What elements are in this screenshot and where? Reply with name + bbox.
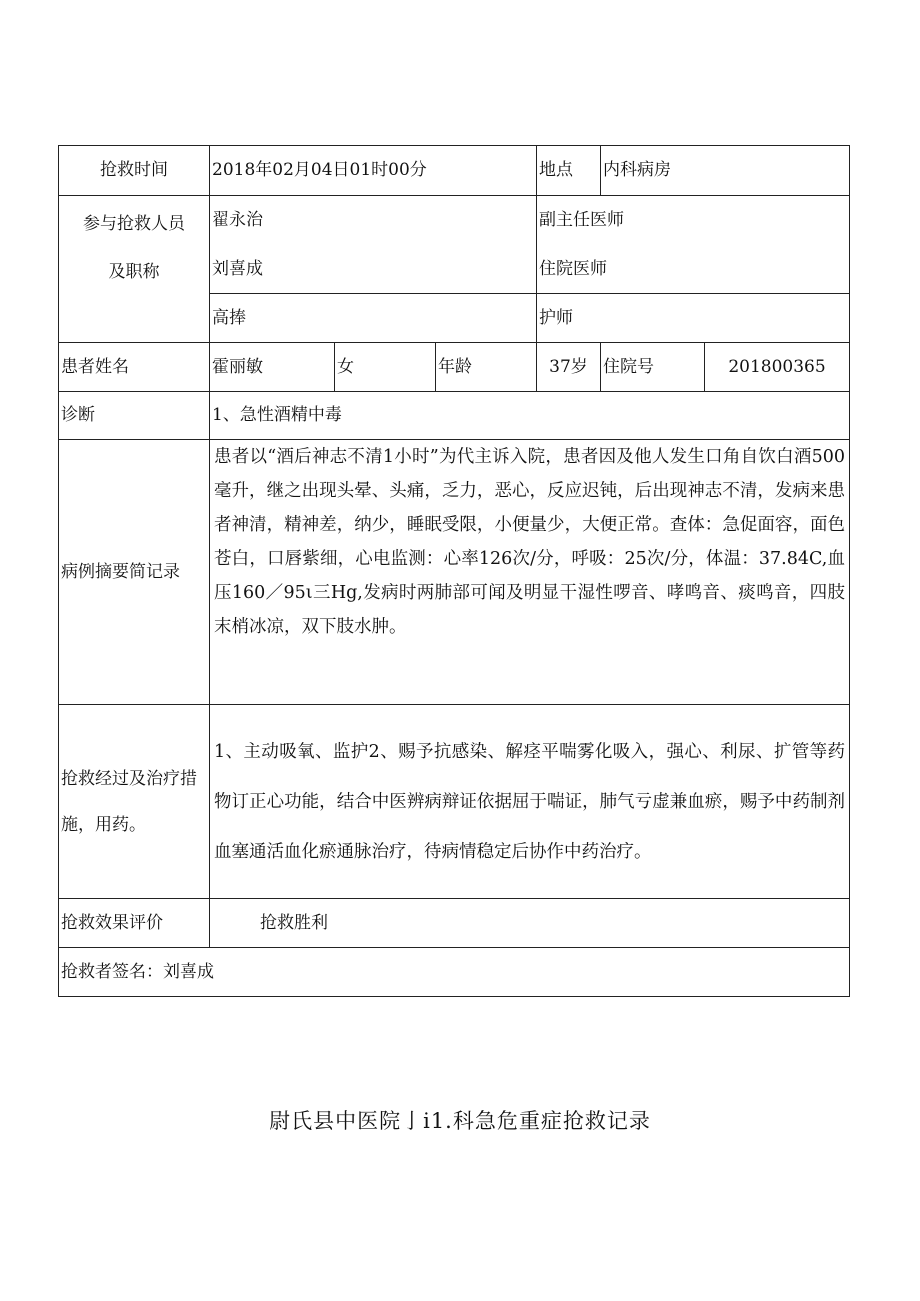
admission-no-value: 201800365: [705, 343, 850, 392]
rescue-time-value: 2018年02月04日01时00分: [210, 146, 537, 196]
rescue-record-table: [58, 145, 850, 997]
effect-label: 抢救效果评价: [59, 899, 210, 948]
participant-title: 副主任医师: [537, 196, 850, 245]
participants-label-line2: 及职称: [108, 262, 160, 282]
patient-gender-value: 女: [335, 343, 436, 392]
patient-name-label: 患者姓名: [59, 343, 210, 392]
participant-title: 住院医师: [537, 245, 850, 294]
rescue-time-label: 抢救时间: [59, 146, 210, 196]
participants-label-cell: [59, 196, 210, 343]
age-value: 37岁: [537, 343, 601, 392]
participant-title: 护师: [537, 294, 850, 343]
signature-row: [59, 948, 850, 997]
signature-label: 抢救者签名：: [61, 961, 163, 982]
process-row: [59, 705, 850, 899]
effect-value: 抢救胜利: [210, 899, 850, 948]
diagnosis-row: [59, 392, 850, 440]
process-text: 1、主动吸氧、监护2、赐予抗感染、解痉平喘雾化吸入，强心、利尿、扩管等药物订正心功能，结合中医辨病辩证依据屈于喘证，肺气亏虚兼血瘀，赐予中药制剂血塞通活血化瘀通脉治疗，待病情稳定后协作中药治疗。: [214, 741, 845, 862]
process-cell: [210, 705, 850, 899]
summary-label: 病例摘要简记录: [59, 440, 210, 705]
rescue-time-row: [59, 146, 850, 196]
summary-text: 患者以“酒后神志不清1小时”为代主诉入院，患者因及他人发生口角自饮白酒500毫升，继之出现头晕、头痛，乏力，恶心，反应迟钝，后出现神志不清，发病来患者神清，精神差，纳少，睡眠受限，小便量少，大便正常。查体：急促面容，面色苍白，口唇紫细，心电监测：心率126次/分，呼吸：25次/分，体温：37.84C,血压160／95ι三Hg,发病时两肺部可闻及明显干湿性啰音、哮鸣音、痰鸣音，四肢末梢冰凉，双下肢水肿。: [214, 447, 845, 637]
summary-row: [59, 440, 850, 705]
participant-name: 翟永治: [210, 196, 537, 245]
effect-row: [59, 899, 850, 948]
location-value: 内科病房: [601, 146, 850, 196]
participants-label-line1: 参与抢救人员: [83, 214, 185, 234]
location-label: 地点: [537, 146, 601, 196]
age-label: 年龄: [436, 343, 537, 392]
participant-name: 刘喜成: [210, 245, 537, 294]
participant-name: 高捧: [210, 294, 537, 343]
diagnosis-value: 1、急性酒精中毒: [210, 392, 850, 440]
signature-cell: [59, 948, 850, 997]
diagnosis-label: 诊断: [59, 392, 210, 440]
process-label: 抢救经过及治疗措施，用药。: [59, 705, 210, 899]
participant-row: [59, 196, 850, 245]
patient-row: [59, 343, 850, 392]
admission-no-label: 住院号: [601, 343, 705, 392]
summary-cell: [210, 440, 850, 705]
signature-value: 刘喜成: [163, 961, 214, 982]
document-title: 尉氏县中医院亅i1.科急危重症抢救记录: [269, 1109, 651, 1133]
patient-name-value: 霍丽敏: [210, 343, 335, 392]
